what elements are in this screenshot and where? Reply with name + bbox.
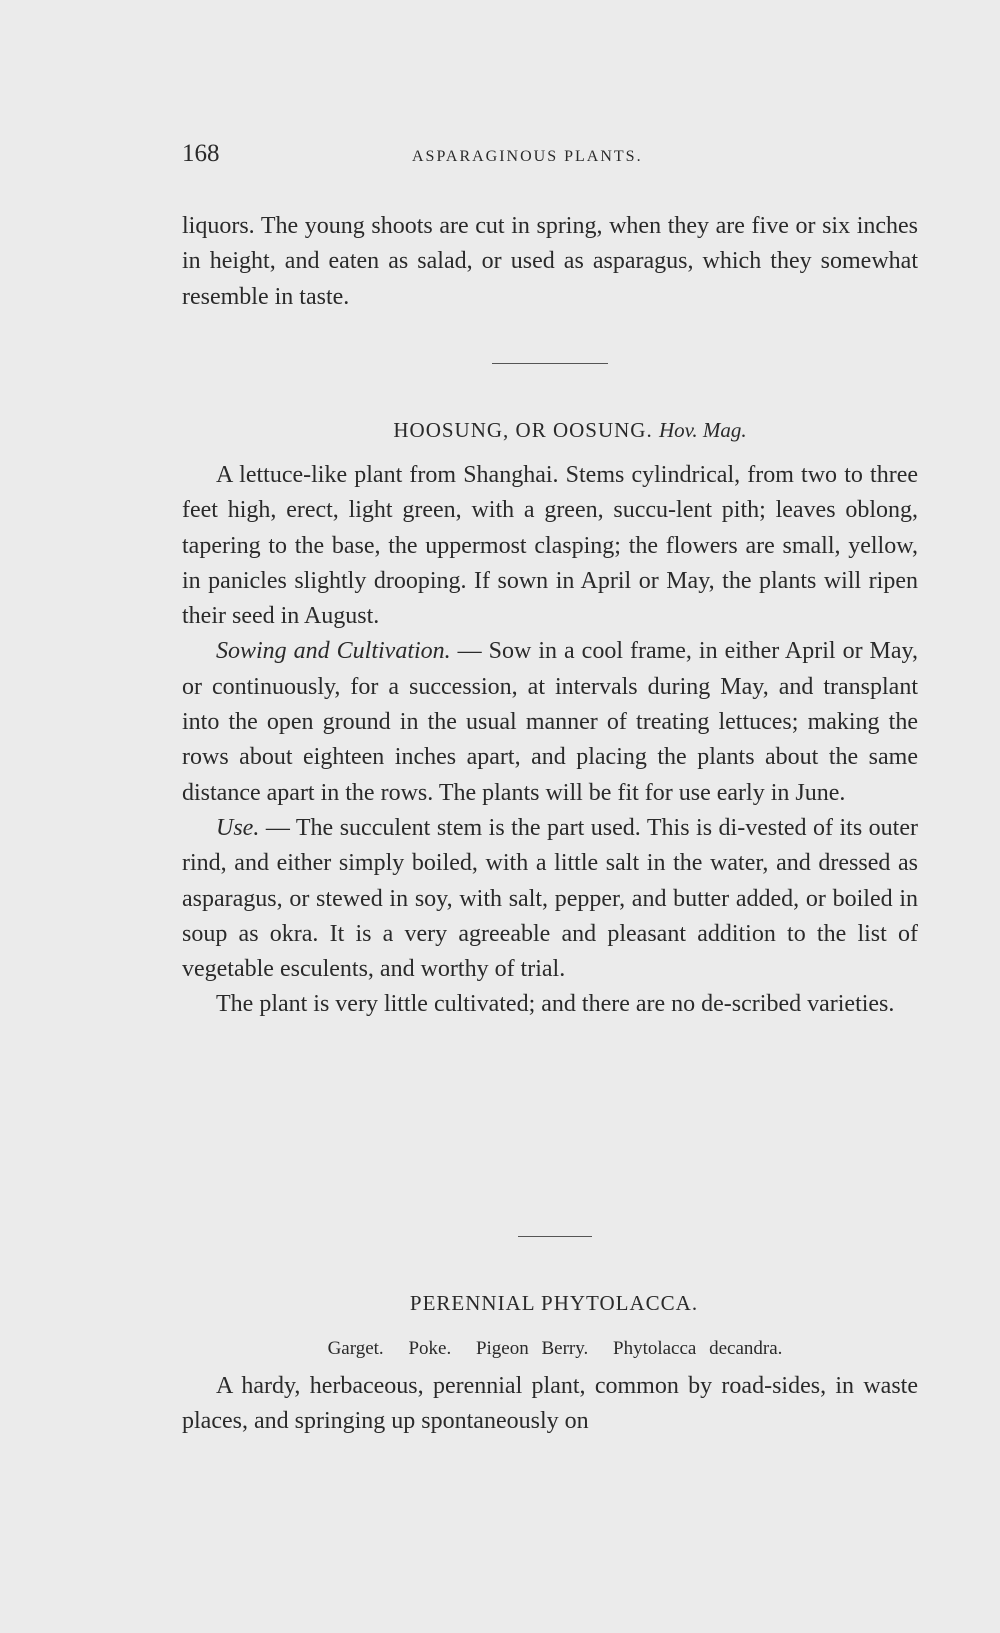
- synonyms-line: [182, 1338, 918, 1360]
- hoosung-use-paragraph: [182, 811, 918, 987]
- synonym: Garget.: [327, 1338, 384, 1359]
- synonym: Poke.: [408, 1338, 452, 1359]
- section-heading-phytolacca: [182, 1291, 918, 1316]
- running-title: ASPARAGINOUS PLANTS.: [412, 148, 643, 165]
- page-number: 168: [182, 140, 220, 167]
- use-text: — The succulent stem is the part used. This is di-vested of its outer rind, and either simply boiled, with a little salt in the water, and dressed as asparagus, or stewed in soy, with salt, pepper, and butter added, or boiled in soup as okra. It is a very agreeable and pleasant addition to the list of vegetable esculents, and worthy of trial.: [182, 814, 918, 983]
- hoosung-description: A lettuce-like plant from Shanghai. Stems cylindrical, from two to three feet high, erect, light green, with a green, succu-lent pith; leaves oblong, tapering to the base, the uppermost clasping; the flowers are small, yellow, in panicles slightly drooping. If sown in April or May, the plants will ripen their seed in August.: [182, 462, 918, 630]
- sowing-label: Sowing and Cultivation.: [216, 638, 451, 665]
- hoosung-body: [182, 458, 918, 1023]
- intro-paragraph-block: [182, 209, 918, 315]
- phytolacca-description: A hardy, herbaceous, perennial plant, common by road-sides, in waste places, and springing up spontaneously on: [182, 1373, 918, 1435]
- section-divider: [492, 363, 608, 364]
- use-label: Use.: [216, 814, 260, 841]
- heading-title: PERENNIAL PHYTOLACCA.: [409, 1291, 699, 1315]
- running-head: [182, 140, 918, 176]
- heading-title: HOOSUNG, OR OOSUNG.: [393, 418, 653, 442]
- sowing-text: — Sow in a cool frame, in either April or May, or continuously, for a succession, at intervals during May, and transplant into the open ground in the usual manner of treating lettuces; making the rows about eighteen inches apart, and placing the plants about the same distance apart in the rows. The plants will be fit for use early in June.: [182, 638, 918, 806]
- synonym: Phytolacca decandra.: [613, 1338, 783, 1359]
- synonym: Pigeon Berry.: [475, 1338, 589, 1359]
- heading-authority: Hov. Mag.: [658, 418, 747, 442]
- hoosung-varieties-paragraph: The plant is very little cultivated; and there are no de-scribed varieties.: [216, 991, 895, 1018]
- intro-paragraph: liquors. The young shoots are cut in spring, when they are five or six inches in height, and eaten as salad, or used as asparagus, which they somewhat resemble in taste.: [182, 213, 918, 310]
- section-heading-hoosung: [182, 418, 918, 443]
- hoosung-sowing-paragraph: [182, 634, 918, 810]
- phytolacca-body: [182, 1369, 918, 1440]
- section-divider: [518, 1236, 592, 1237]
